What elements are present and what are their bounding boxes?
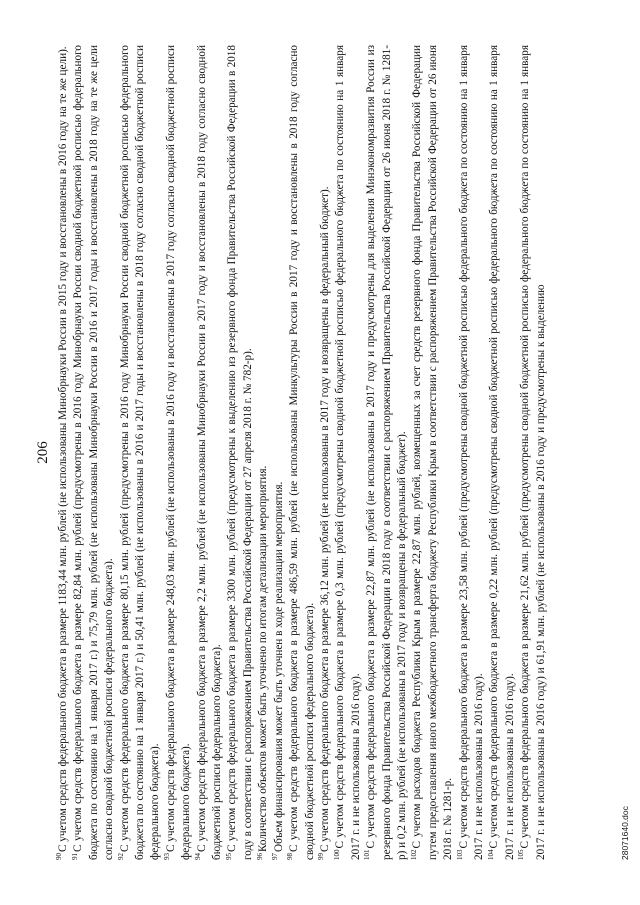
footnote-number: 102 (409, 849, 418, 860)
footnote-number: 92 (116, 853, 125, 860)
document-file-name: 28071640.doc (620, 806, 630, 860)
footnote-text: С учетом средств федерального бюджета в размере 80,15 млн. рублей (предусмотрены в 2016 году Минобрнауки России сводной бюджетной росписью федерального бюджета по состоянию на 1 января 2017 г.) и 50,41 млн. рублей (не использованы в 2016 и 2017 годы и восстановлены в 2018 году согласно сводной бюджетной росписи федерального бюджета). (118, 45, 162, 860)
footnote-text: С учетом средств федерального бюджета в размере 248,03 млн. рублей (не использованы в 2016 году и восстановлены в 2017 году согласно сводной бюджетной росписи федерального бюджета). (164, 45, 193, 860)
footnote-number: 94 (193, 853, 202, 860)
footnote-number: 96 (255, 853, 264, 860)
footnote-number: 103 (455, 849, 464, 860)
footnote (318, 45, 333, 860)
footnote (487, 45, 518, 860)
footnote-text: С учетом средств федерального бюджета в размере 2,2 млн. рублей (не использованы Минобрнауки России в 2017 году и восстановлены в 2018 году согласно сводной бюджетной росписи федерального бюджета). (195, 45, 224, 860)
footnote (272, 45, 287, 860)
footnote (410, 45, 456, 860)
footnote (333, 45, 364, 860)
footnote-number: 105 (517, 849, 526, 860)
footnote-number: 93 (163, 853, 172, 860)
footnote (256, 45, 271, 860)
footnotes-list (56, 45, 549, 860)
footnote-number: 101 (363, 849, 372, 860)
page-number: 206 (35, 441, 51, 464)
footnote-text: С учетом средств федерального бюджета в размере 3300 млн. рублей (предусмотрены к выделению из резервного фонда Правительства Российской Федерации в 2018 году в соответствии с распоряжением Правительства Российской Федерации от 27 апреля 2018 г. № 782-р). (226, 45, 254, 860)
footnote-number: 100 (332, 849, 341, 860)
footnote-number: 91 (70, 853, 79, 860)
footnote-text: С учетом средств федерального бюджета в размере 36,12 млн. рублей (не использованы в 2017 году и возвращены в федеральный бюджет). (318, 186, 331, 852)
footnote-number: 95 (224, 853, 233, 860)
footnote-text: С учетом средств федерального бюджета в размере 0,22 млн. рублей (предусмотрены сводной бюджетной росписью федерального бюджета по состоянию на 1 января 2017 г. и не использованы в 2016 году). (488, 45, 516, 860)
footnote-number: 97 (270, 853, 279, 860)
footnote-number: 98 (286, 853, 295, 860)
footnote (118, 45, 164, 860)
footnote-text: С учетом средств федерального бюджета в размере 22,87 млн. рублей (не использованы в 2017 году и предусмотрены для выделения Минэкономразвития России из резервного фонда Правительства Российской Федерации в 2018 году в соответствии с распоряжением Правительства Российской Федерации от 26 июня 2018 г. № 1281-р) и 0,2 млн. рублей (не использованы в 2017 году и возвращены в федеральный бюджет). (365, 45, 408, 860)
footnote (364, 45, 410, 860)
footnote-text: С учетом средств федерального бюджета в размере 21,62 млн. рублей (предусмотрены сводной бюджетной росписью федерального бюджета по состоянию на 1 января 2017 г. и не использованы в 2016 году) и 61,91 млн. рублей (не использованы в 2016 году и предусмотрены к выделению (519, 45, 547, 860)
footnote-text: Количество объектов может быть уточнено по итогам детализации мероприятия. (257, 465, 270, 852)
footnote-text: С учетом расходов бюджета Республики Крым в размере 22,87 млн. рублей, возмещенных за счет средств резервного фонда Правительства Российской Федерации путем предоставления иного межбюджетного трансферта бюджету Республики Крым в соответствии с распоряжением Правительства Российской Федерации от 26 июня 2018 г. № 1281-р. (411, 45, 455, 860)
footnote-number: 99 (317, 853, 326, 860)
footnote (164, 45, 195, 860)
footnote-number: 104 (486, 849, 495, 860)
footnote (518, 45, 549, 860)
footnote-text: Объем финансирования может быть уточнен в ходе реализации мероприятия. (272, 481, 285, 852)
footnote (71, 45, 117, 860)
footnote-number: 90 (55, 853, 64, 860)
footnote (287, 45, 318, 860)
footnote (225, 45, 256, 860)
footnote-text: С учетом средств федерального бюджета в размере 486,59 млн. рублей (не использованы Минкультуры России в 2017 году и восстановлены в 2018 году согласно сводной бюджетной росписи федерального бюджета). (288, 45, 316, 860)
footnote (195, 45, 226, 860)
footnote (56, 45, 71, 860)
footnote-text: С учетом средств федерального бюджета в размере 82,84 млн. рублей (предусмотрены в 2016 году Минобрнауки России сводной бюджетной росписью федерального бюджета по состоянию на 1 января 2017 г.) и 75,79 млн. рублей (не использованы Минобрнауки России в 2016 и 2017 годы и восстановлены в 2018 году на те же цели согласно сводной бюджетной росписи федерального бюджета). (72, 45, 116, 860)
footnote-text: С учетом средств федерального бюджета в размере 1183,44 млн. рублей (не использованы Минобрнауки России в 2015 году и восстановлены в 2016 году на те же цели). (57, 46, 69, 852)
footnote-text: С учетом средств федерального бюджета в размере 23,58 млн. рублей (предусмотрены сводной бюджетной росписью федерального бюджета по состоянию на 1 января 2017 г. и не использованы в 2016 году). (457, 45, 485, 860)
footnote (457, 45, 488, 860)
footnote-text: С учетом средств федерального бюджета в размере 0,3 млн. рублей (предусмотрены сводной бюджетной росписью федерального бюджета по состоянию на 1 января 2017 г. и не использованы в 2016 году). (334, 45, 362, 860)
